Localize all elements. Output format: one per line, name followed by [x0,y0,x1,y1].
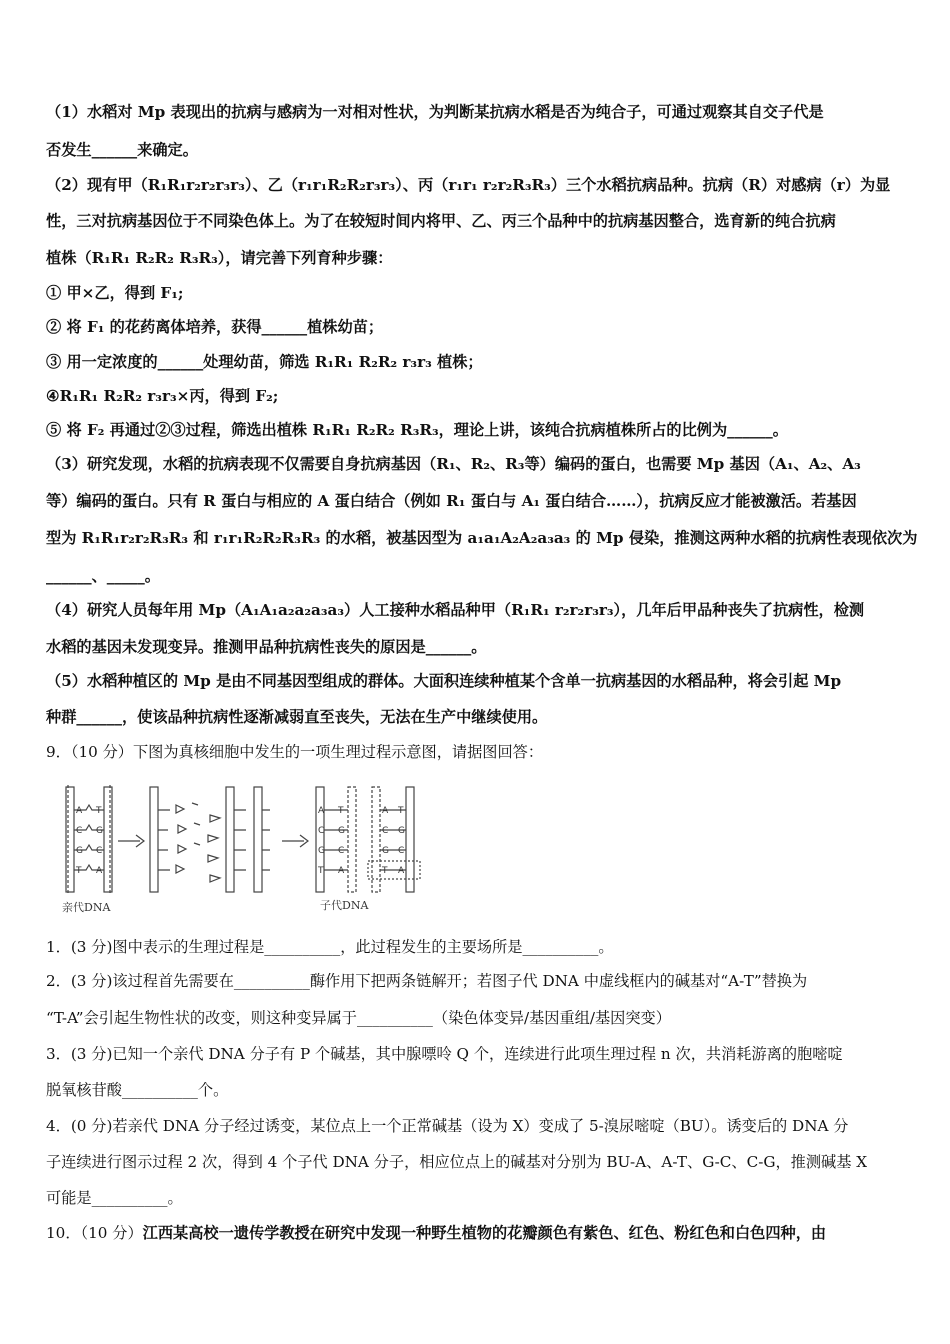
q9-sub2-line1: 2．(3 分)该过程首先需要在__________酶作用下把两条链解开；若图子代 DNA 中虚线框内的碱基对“A-T”替换为 [46,972,808,990]
q8-part2-line3: 植株（R₁R₁ R₂R₂ R₃R₃），请完善下列育种步骤： [46,249,393,267]
q8-part3-line2: 等）编码的蛋白。只有 R 蛋白与相应的 A 蛋白结合（例如 R₁ 蛋白与 A₁ 蛋白结合……），抗病反应才能被激活。若基因 [46,492,857,510]
base-label: A [318,806,325,816]
q8-step3: ③ 用一定浓度的______处理幼苗，筛选 R₁R₁ R₂R₂ r₃r₃ 植株； [46,353,483,371]
base-label: C [76,826,83,836]
parent-dna-caption: 亲代DNA [62,901,111,914]
q8-part2-line1: （2）现有甲（R₁R₁r₂r₂r₃r₃）、乙（r₁r₁R₂R₂r₃r₃）、丙（r₁r₁ r₂r₂R₃R₃）三个水稻抗病品种。抗病（R）对感病（r）为显 [46,176,891,194]
base-label: T [398,806,404,816]
base-label: T [96,806,102,816]
q9-heading: 9．（10 分）下图为真核细胞中发生的一项生理过程示意图，请据图回答： [46,743,544,761]
base-label: A [96,866,103,876]
q8-part2-line2: 性，三对抗病基因位于不同染色体上。为了在较短时间内将甲、乙、丙三个品种中的抗病基因整合，选育新的纯合抗病 [46,212,836,230]
q8-part1-line2: 否发生______来确定。 [46,141,198,159]
child-dna-icon [316,787,356,892]
parent-dna-icon [66,785,112,895]
base-label: A [398,866,405,876]
q10-text: 江西某高校一遗传学教授在研究中发现一种野生植物的花瓣颜色有紫色、红色、粉红色和白色四种，由 [142,1224,827,1242]
q9-sub4-line3: 可能是__________。 [46,1189,183,1207]
arrow-icon [118,835,144,847]
base-label: G [398,826,405,836]
q8-part5-line2: 种群______，使该品种抗病性逐渐减弱直至丧失，无法在生产中继续使用。 [46,708,548,726]
dna-replication-diagram [58,775,438,915]
base-label: C [338,846,345,856]
q8-part3-line4: ______、_____。 [46,567,160,585]
q8-step1: ① 甲×乙，得到 F₁; [46,284,184,302]
q10-line1 [46,1222,826,1244]
base-label: T [318,866,324,876]
q10-number: 10．（10 分） [46,1224,143,1242]
base-label: G [96,826,103,836]
q8-part4-line1: （4）研究人员每年用 Mp（A₁A₁a₂a₂a₃a₃）人工接种水稻品种甲（R₁R₁ r₂r₂r₃r₃），几年后甲品种丧失了抗病性，检测 [46,601,865,619]
base-label: T [76,866,82,876]
arrow-icon [282,835,308,847]
base-label: G [338,826,345,836]
base-label: C [398,846,405,856]
dna-replication-figure [58,775,438,915]
q9-sub3-line1: 3．(3 分)已知一个亲代 DNA 分子有 P 个碱基，其中腺嘌呤 Q 个，连续进行此项生理过程 n 次，共消耗游离的胞嘧啶 [46,1045,843,1063]
q8-part1-line1: （1）水稻对 Mp 表现出的抗病与感病为一对相对性状，为判断某抗病水稻是否为纯合子，可通过观察其自交子代是 [46,103,824,121]
base-label: G [382,846,389,856]
q8-part3-line1: （3）研究发现，水稻的抗病表现不仅需要自身抗病基因（R₁、R₂、R₃等）编码的蛋白，也需要 Mp 基因（A₁、A₂、A₃ [46,455,861,473]
unwinding-dna-icon [150,787,200,892]
base-label: T [382,866,388,876]
base-label: G [76,846,83,856]
child-dna-icon [368,787,420,892]
q9-sub2-line2: “T-A”会引起生物性状的改变，则这种变异属于__________（染色体变异/基因重组/基因突变） [46,1009,671,1027]
q8-part3-line3: 型为 R₁R₁r₂r₂R₃R₃ 和 r₁r₁R₂R₂R₃R₃ 的水稻，被基因型为 a₁a₁A₂A₂a₃a₃ 的 Mp 侵染，推测这两种水稻的抗病性表现依次为 [46,529,918,547]
q8-step5: ⑤ 将 F₂ 再通过②③过程，筛选出植株 R₁R₁ R₂R₂ R₃R₃，理论上讲，该纯合抗病植株所占的比例为______。 [46,421,788,439]
q9-sub4-line2: 子连续进行图示过程 2 次，得到 4 个子代 DNA 分子，相应位点上的碱基对分别为 BU-A、A-T、G-C、C-G，推测碱基 X [46,1153,868,1171]
replicating-dna-icon [208,787,270,892]
base-label: C [96,846,103,856]
q9-sub4-line1: 4．(0 分)若亲代 DNA 分子经过诱变，某位点上一个正常碱基（设为 X）变成了 5-溴尿嘧啶（BU）。诱变后的 DNA 分 [46,1117,849,1135]
base-label: T [338,806,344,816]
base-label: G [318,846,325,856]
q8-part5-line1: （5）水稻种植区的 Mp 是由不同基因型组成的群体。大面积连续种植某个含单一抗病基因的水稻品种，将会引起 Mp [46,672,842,690]
base-label: A [338,866,345,876]
q8-step2: ② 将 F₁ 的花药离体培养，获得______植株幼苗； [46,318,384,336]
base-label: C [382,826,389,836]
q9-sub3-line2: 脱氧核苷酸__________个。 [46,1081,229,1099]
q9-sub1: 1．(3 分)图中表示的生理过程是__________，此过程发生的主要场所是__________。 [46,938,614,956]
base-label: C [318,826,325,836]
q8-step4: ④R₁R₁ R₂R₂ r₃r₃×丙，得到 F₂; [46,387,279,405]
child-dna-caption: 子代DNA [320,899,369,912]
base-label: A [382,806,389,816]
q8-part4-line2: 水稻的基因未发现变异。推测甲品种抗病性丧失的原因是______。 [46,638,487,656]
base-label: A [76,806,83,816]
